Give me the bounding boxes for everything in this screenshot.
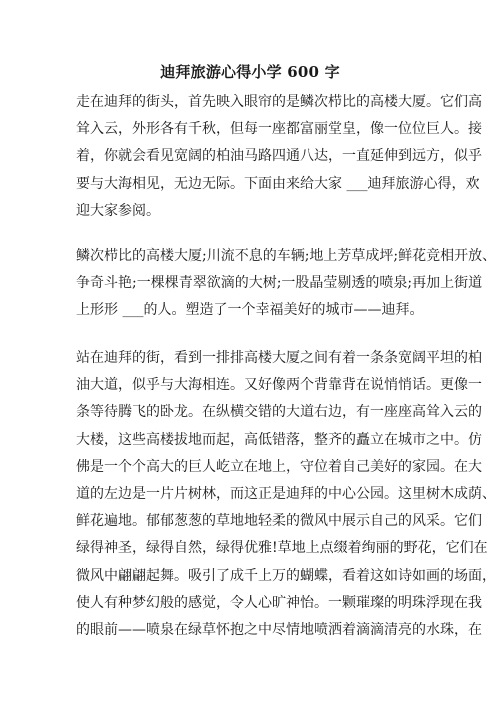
text-line: 油大道，似乎与大海相连。又好像两个背靠背在说悄悄话。更像一 — [76, 377, 482, 394]
text-line: 着，你就会看见宽阔的柏油马路四通八达，一直延伸到远方，似乎 — [76, 148, 482, 165]
text-line: 佛是一个个高大的巨人屹立在地上，守位着自己美好的家园。在大 — [76, 458, 482, 475]
paragraph-1 — [76, 89, 482, 225]
text-line: 要与大海相见，无边无际。下面由来给大家 ___迪拜旅游心得，欢 — [76, 175, 480, 192]
text-line: 绿得神圣，绿得自然，绿得优雅!草地上点缀着绚丽的野花，它们在 — [76, 540, 488, 557]
text-line: 鲜花遍地。郁郁葱葱的草地地轻柔的微风中展示自己的风采。它们 — [76, 513, 482, 530]
text-line: 站在迪拜的街，看到一排排高楼大厦之间有着一条条宽阔平坦的柏 — [76, 350, 482, 366]
text-line: 走在迪拜的街头，首先映入眼帘的是鳞次栉比的高楼大厦。它们高 — [76, 94, 482, 110]
text-line: 上形形 ___的人。塑造了一个幸福美好的城市——迪拜。 — [76, 302, 424, 319]
text-line: 的眼前——喷泉在绿草怀抱之中尽情地喷洒着滴滴清亮的水珠，在 — [76, 621, 482, 638]
paragraph-3 — [76, 345, 496, 644]
text-line: 道的左边是一片片树林，而这正是迪拜的中心公园。这里树木成荫、 — [76, 485, 496, 502]
text-line: 条等待腾飞的卧龙。在纵横交错的大道右边，有一座座高耸入云的 — [76, 404, 482, 421]
text-line: 微风中翩翩起舞。吸引了成千上万的蝴蝶，看着这如诗如画的场面， — [76, 567, 496, 584]
document-title: 迪拜旅游心得小学 600 字 — [160, 63, 340, 81]
text-line: 使人有种梦幻般的感觉，令人心旷神怡。一颗璀璨的明珠浮现在我 — [76, 594, 482, 611]
text-line: 争奇斗艳;一棵棵青翠欲滴的大树;一股晶莹剔透的喷泉;再加上街道 — [76, 275, 483, 292]
text-line: 耸入云，外形各有千秋，但每一座都富丽堂皇，像一位位巨人。接 — [76, 121, 482, 138]
text-line: 迎大家参阅。 — [76, 202, 160, 219]
text-line: 大楼，这些高楼拔地而起，高低错落，整齐的矗立在城市之中。仿 — [76, 431, 482, 448]
text-line: 鳞次栉比的高楼大厦;川流不息的车辆;地上芳草成坪;鲜花竞相开放、 — [76, 248, 497, 264]
paragraph-2 — [76, 243, 497, 325]
